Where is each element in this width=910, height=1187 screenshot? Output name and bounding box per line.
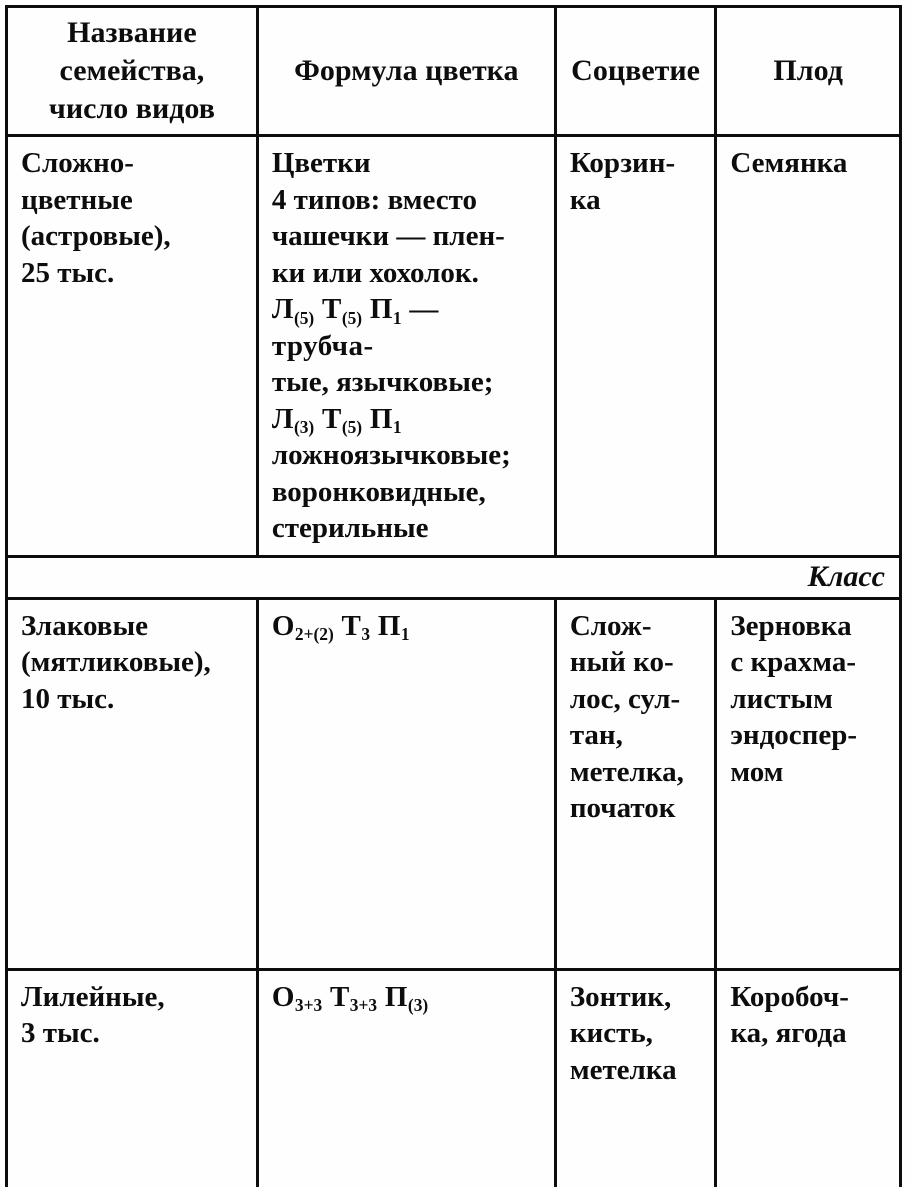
fruit-cell: Зерновка с крахма- листым эндоспер- мом (716, 598, 901, 969)
header-fruit: Плод (716, 7, 901, 136)
flower-formula-cell: $О_{3+3}$ $Т_{3+3}$ $П_{(3)}$ (257, 969, 555, 1187)
plant-families-table (5, 5, 902, 1187)
flower-formula-cell: $О_{2+(2)}$ $Т_3$ $П_1$ (257, 598, 555, 969)
fruit-cell: Коробоч- ка, ягода (716, 969, 901, 1187)
header-inflorescence: Соцветие (555, 7, 716, 136)
family-name-cell: Лилейные, 3 тыс. (7, 969, 258, 1187)
class-band-row (7, 556, 901, 598)
header-family-name: Название семейства, число видов (7, 7, 258, 136)
flower-formula-cell: Цветки 4 типов: вместо чашечки — плен- ки или хохолок. $Л_{(5)}$ $Т_{(5)}$ $П_1$ — трубча- тые, язычковые; $Л_{(3)}$ $Т_{(5)}$ $П_1$ ложноязычковые; воронковидные, стерильные (257, 136, 555, 557)
table-row-asteraceae (7, 136, 901, 557)
family-name-cell: Злаковые (мятликовые), 10 тыс. (7, 598, 258, 969)
family-name-cell: Сложно- цветные (астровые), 25 тыс. (7, 136, 258, 557)
inflorescence-cell: Корзин- ка (555, 136, 716, 557)
inflorescence-cell: Зонтик, кисть, метелка (555, 969, 716, 1187)
class-band-label: Класс (7, 556, 901, 598)
table-row-poaceae (7, 598, 901, 969)
header-row (7, 7, 901, 136)
fruit-cell: Семянка (716, 136, 901, 557)
table-row-liliaceae (7, 969, 901, 1187)
header-flower-formula: Формула цветка (257, 7, 555, 136)
inflorescence-cell: Слож- ный ко- лос, сул- тан, метелка, початок (555, 598, 716, 969)
